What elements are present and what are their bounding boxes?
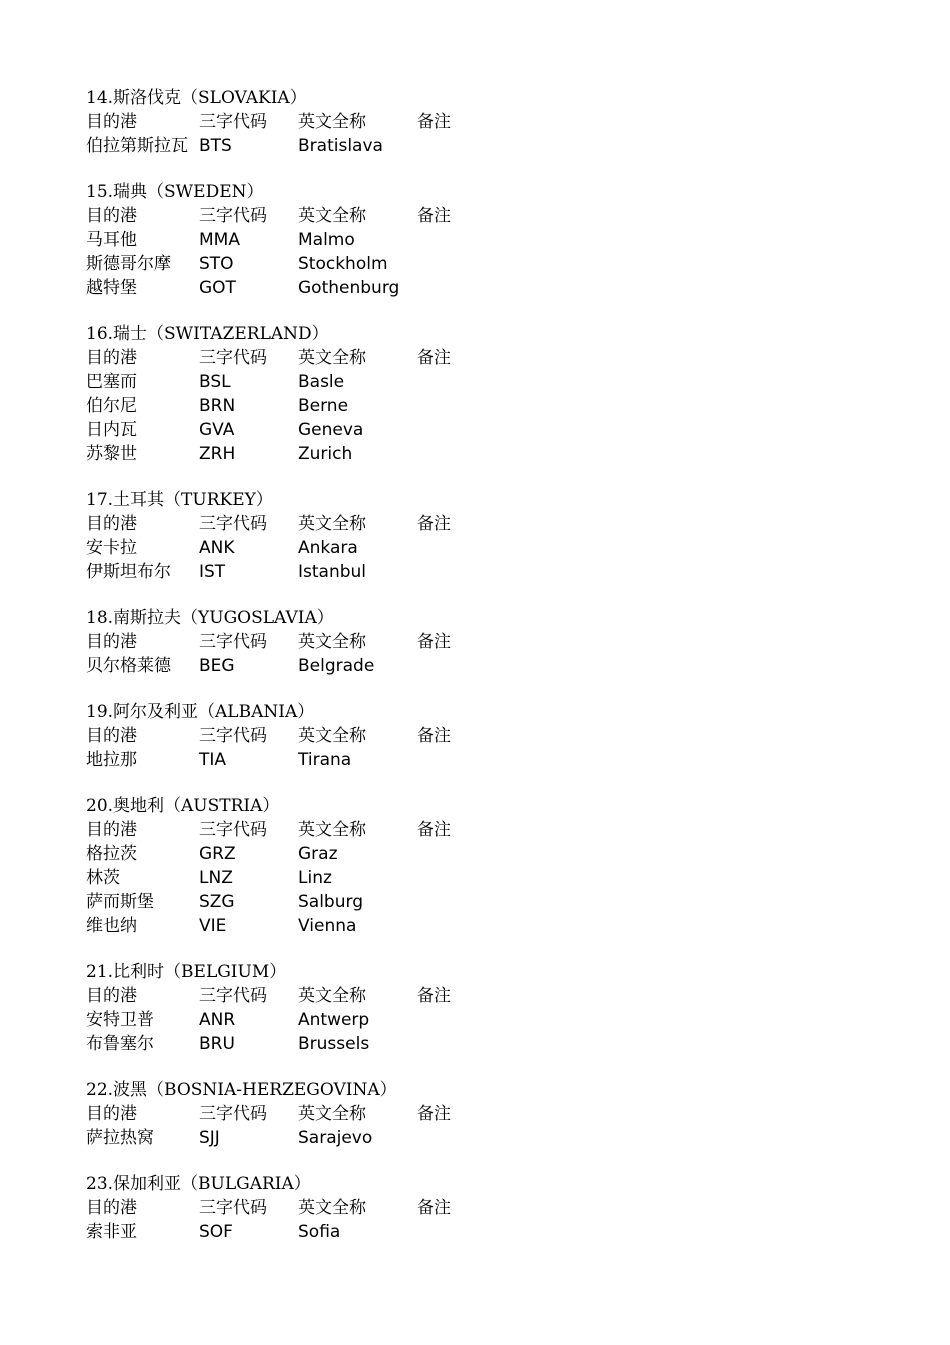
port-code: STO [199,254,234,274]
port-code: IST [199,562,226,582]
header-english: 英文全称 [298,820,366,840]
port-name-cn: 维也纳 [86,916,137,936]
port-name-cn: 格拉茨 [86,844,137,864]
port-name-cn: 伯尔尼 [86,396,137,416]
header-note: 备注 [417,1104,451,1124]
table-header-row [86,630,906,654]
section-title: 19.阿尔及利亚（ALBANIA） [86,702,315,722]
table-row [86,654,906,678]
table-row [86,890,906,914]
header-note: 备注 [417,514,451,534]
header-port: 目的港 [86,1198,137,1218]
port-name-cn: 安卡拉 [86,538,137,558]
header-note: 备注 [417,206,451,226]
port-name-cn: 萨拉热窝 [86,1128,154,1148]
table-row [86,560,906,584]
port-name-en: Basle [298,372,345,392]
port-name-en: Bratislava [298,136,383,156]
header-code: 三字代码 [199,820,267,840]
port-name-cn: 贝尔格莱德 [86,656,171,676]
port-name-cn: 林茨 [86,868,120,888]
table-row [86,418,906,442]
section-title: 23.保加利亚（BULGARIA） [86,1174,311,1194]
port-code: BRN [199,396,236,416]
port-code: GRZ [199,844,236,864]
header-english: 英文全称 [298,206,366,226]
table-row [86,1126,906,1150]
header-code: 三字代码 [199,514,267,534]
port-name-en: Belgrade [298,656,375,676]
header-port: 目的港 [86,726,137,746]
port-name-en: Tirana [298,750,352,770]
header-english: 英文全称 [298,514,366,534]
country-section [86,700,906,772]
port-name-en: Istanbul [298,562,367,582]
port-code: ZRH [199,444,236,464]
header-code: 三字代码 [199,112,267,132]
port-name-en: Stockholm [298,254,388,274]
port-code: ANK [199,538,235,558]
table-row [86,442,906,466]
port-name-cn: 越特堡 [86,278,137,298]
port-name-en: Brussels [298,1034,370,1054]
port-name-en: Sofia [298,1222,341,1242]
port-code: TIA [199,750,227,770]
port-code: ANR [199,1010,236,1030]
table-header-row [86,204,906,228]
port-name-cn: 布鲁塞尔 [86,1034,154,1054]
header-note: 备注 [417,632,451,652]
port-name-en: Salburg [298,892,363,912]
table-row [86,276,906,300]
section-title: 16.瑞士（SWITAZERLAND） [86,324,329,344]
table-row [86,394,906,418]
table-row [86,252,906,276]
port-name-cn: 日内瓦 [86,420,137,440]
table-row [86,228,906,252]
section-title: 18.南斯拉夫（YUGOSLAVIA） [86,608,334,628]
section-title: 15.瑞典（SWEDEN） [86,182,264,202]
header-code: 三字代码 [199,206,267,226]
table-row [86,1220,906,1244]
table-header-row [86,110,906,134]
table-header-row [86,724,906,748]
port-name-en: Berne [298,396,349,416]
country-section [86,606,906,678]
header-english: 英文全称 [298,632,366,652]
port-name-cn: 苏黎世 [86,444,137,464]
table-row [86,1032,906,1056]
port-code: BRU [199,1034,235,1054]
port-name-en: Geneva [298,420,364,440]
table-row [86,134,906,158]
header-english: 英文全称 [298,1198,366,1218]
table-row [86,914,906,938]
port-name-cn: 萨而斯堡 [86,892,154,912]
header-english: 英文全称 [298,112,366,132]
port-code: BTS [199,136,232,156]
country-section [86,180,906,300]
header-note: 备注 [417,726,451,746]
header-code: 三字代码 [199,632,267,652]
port-name-en: Malmo [298,230,355,250]
port-name-cn: 伯拉第斯拉瓦 [86,136,188,156]
table-header-row [86,346,906,370]
header-code: 三字代码 [199,348,267,368]
table-header-row [86,512,906,536]
header-port: 目的港 [86,206,137,226]
header-port: 目的港 [86,514,137,534]
port-code: GOT [199,278,236,298]
header-code: 三字代码 [199,1198,267,1218]
port-name-en: Graz [298,844,338,864]
port-name-cn: 马耳他 [86,230,137,250]
port-name-en: Ankara [298,538,358,558]
section-title: 17.土耳其（TURKEY） [86,490,273,510]
country-section [86,1172,906,1244]
port-code: GVA [199,420,235,440]
header-port: 目的港 [86,1104,137,1124]
country-section [86,1078,906,1150]
header-code: 三字代码 [199,1104,267,1124]
table-row [86,370,906,394]
header-note: 备注 [417,1198,451,1218]
document-page [86,86,906,1266]
port-code: MMA [199,230,240,250]
port-code: SZG [199,892,235,912]
section-title: 20.奥地利（AUSTRIA） [86,796,280,816]
port-code: SOF [199,1222,233,1242]
table-row [86,866,906,890]
table-header-row [86,1102,906,1126]
port-name-en: Sarajevo [298,1128,373,1148]
section-title: 22.波黑（BOSNIA-HERZEGOVINA） [86,1080,397,1100]
header-code: 三字代码 [199,726,267,746]
port-name-cn: 安特卫普 [86,1010,154,1030]
table-header-row [86,1196,906,1220]
country-section [86,960,906,1056]
country-section [86,488,906,584]
header-port: 目的港 [86,112,137,132]
port-code: BSL [199,372,231,392]
header-english: 英文全称 [298,986,366,1006]
header-code: 三字代码 [199,986,267,1006]
header-note: 备注 [417,820,451,840]
header-note: 备注 [417,986,451,1006]
header-port: 目的港 [86,348,137,368]
table-row [86,1008,906,1032]
port-name-cn: 伊斯坦布尔 [86,562,171,582]
port-name-en: Gothenburg [298,278,400,298]
header-english: 英文全称 [298,726,366,746]
table-header-row [86,818,906,842]
country-section [86,322,906,466]
port-name-en: Antwerp [298,1010,370,1030]
country-section [86,794,906,938]
port-name-cn: 地拉那 [86,750,137,770]
port-name-en: Zurich [298,444,353,464]
header-port: 目的港 [86,820,137,840]
port-name-cn: 斯德哥尔摩 [86,254,171,274]
table-row [86,842,906,866]
port-name-cn: 巴塞而 [86,372,137,392]
section-title: 21.比利时（BELGIUM） [86,962,287,982]
header-note: 备注 [417,348,451,368]
table-row [86,748,906,772]
port-code: SJJ [199,1128,220,1148]
port-name-en: Vienna [298,916,357,936]
section-title: 14.斯洛伐克（SLOVAKIA） [86,88,307,108]
header-english: 英文全称 [298,1104,366,1124]
table-header-row [86,984,906,1008]
port-code: BEG [199,656,235,676]
port-name-cn: 索非亚 [86,1222,137,1242]
header-english: 英文全称 [298,348,366,368]
header-port: 目的港 [86,632,137,652]
header-port: 目的港 [86,986,137,1006]
header-note: 备注 [417,112,451,132]
country-section [86,86,906,158]
table-row [86,536,906,560]
port-code: VIE [199,916,227,936]
port-code: LNZ [199,868,233,888]
port-name-en: Linz [298,868,332,888]
